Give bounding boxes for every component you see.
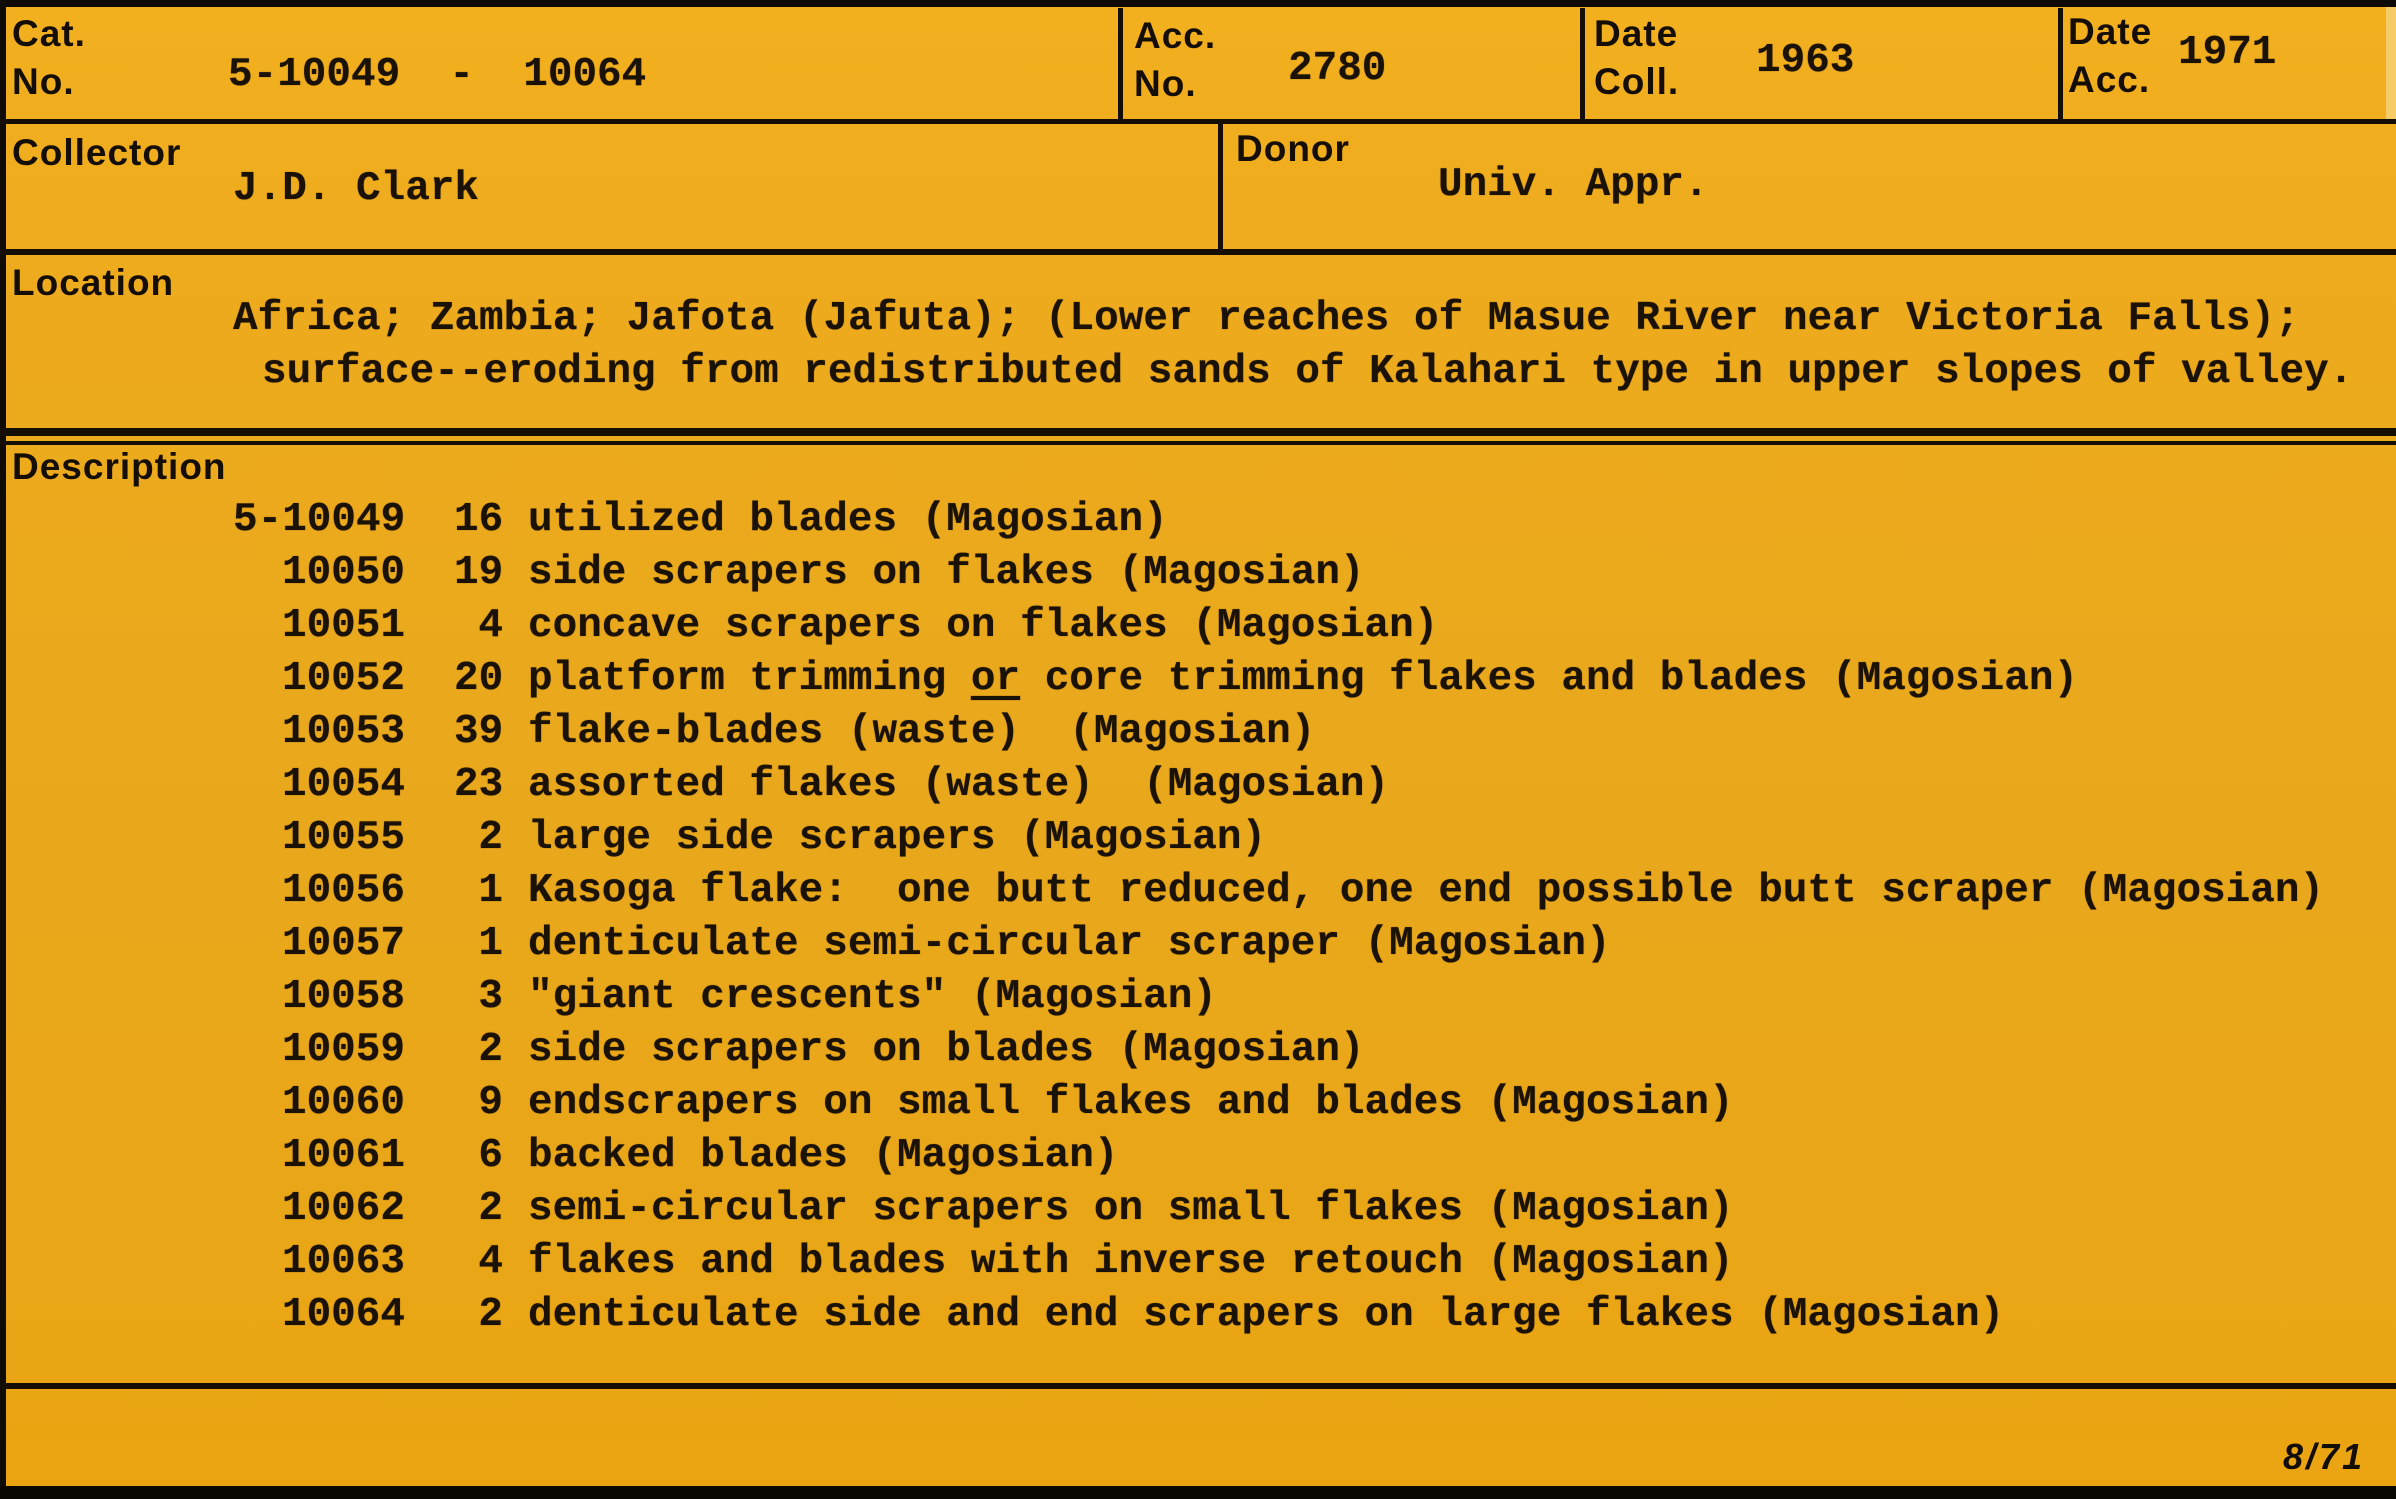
date-stamp: 8/71 xyxy=(2283,1436,2366,1477)
item-count: 16 xyxy=(454,497,504,543)
description-row xyxy=(233,921,2324,974)
item-count: 19 xyxy=(454,550,504,596)
item-cat-no: 10051 xyxy=(281,603,405,649)
item-cat-no: 10057 xyxy=(281,921,405,967)
location-row-divider-thick xyxy=(0,428,2396,436)
item-count: 1 xyxy=(478,868,503,914)
description-row xyxy=(233,815,2324,868)
item-text: side scrapers on blades (Magosian) xyxy=(528,1027,1365,1073)
item-text: flakes and blades with inverse retouch (Magosian) xyxy=(528,1239,1734,1285)
donor-label: Donor xyxy=(1236,128,1350,169)
item-cat-no: 10055 xyxy=(281,815,405,861)
item-cat-no: 10062 xyxy=(281,1186,405,1232)
cat-no-value: 5-10049 - 10064 xyxy=(228,52,647,98)
collector-row-divider xyxy=(0,249,2396,255)
item-count: 23 xyxy=(454,762,504,808)
item-count: 9 xyxy=(478,1080,503,1126)
item-cat-no: 10063 xyxy=(281,1239,405,1285)
donor-value: Univ. Appr. xyxy=(1438,162,1709,208)
description-row xyxy=(233,497,2324,550)
collector-label: Collector xyxy=(12,132,182,173)
item-cat-no: 10050 xyxy=(281,550,405,596)
item-count: 4 xyxy=(478,603,503,649)
description-row xyxy=(233,709,2324,762)
catno-accno-divider xyxy=(1118,8,1123,120)
item-text: large side scrapers (Magosian) xyxy=(528,815,1267,861)
date-coll-label: Date Coll. xyxy=(1594,13,1680,102)
item-count: 2 xyxy=(478,1292,503,1338)
collector-value: J.D. Clark xyxy=(233,166,480,212)
location-line1: Africa; Zambia; Jafota (Jafuta); (Lower reaches of Masue River near Victoria Falls); xyxy=(233,296,2300,342)
description-row xyxy=(233,603,2324,656)
item-text: platform trimming or core trimming flakes and blades (Magosian) xyxy=(528,656,2079,702)
description-row xyxy=(233,1239,2324,1292)
item-count: 2 xyxy=(478,1027,503,1073)
item-count: 6 xyxy=(478,1133,503,1179)
item-count: 4 xyxy=(478,1239,503,1285)
card-left-edge xyxy=(0,0,6,1499)
item-text: assorted flakes (waste) (Magosian) xyxy=(528,762,1390,808)
item-count: 2 xyxy=(478,815,503,861)
item-text: semi-circular scrapers on small flakes (Magosian) xyxy=(528,1186,1734,1232)
date-acc-label: Date Acc. xyxy=(2068,11,2153,100)
item-text: denticulate side and end scrapers on large flakes (Magosian) xyxy=(528,1292,2005,1338)
scan-corner-artifact xyxy=(2386,7,2396,120)
description-row xyxy=(233,1292,2324,1345)
description-row xyxy=(233,868,2324,921)
description-row xyxy=(233,1186,2324,1239)
item-text: denticulate semi-circular scraper (Magosian) xyxy=(528,921,1611,967)
item-cat-no: 5-10049 xyxy=(233,497,406,543)
item-cat-no: 10061 xyxy=(281,1133,405,1179)
item-cat-no: 10058 xyxy=(281,974,405,1020)
datecoll-dateacc-divider xyxy=(2058,8,2063,120)
item-cat-no: 10054 xyxy=(281,762,405,808)
description-row xyxy=(233,1027,2324,1080)
description-row xyxy=(233,1133,2324,1186)
location-row-divider-thin xyxy=(0,441,2396,445)
acc-no-label: Acc. No. xyxy=(1134,15,1217,104)
description-row xyxy=(233,656,2324,709)
item-cat-no: 10060 xyxy=(281,1080,405,1126)
item-cat-no: 10056 xyxy=(281,868,405,914)
description-list xyxy=(233,497,2324,1345)
item-count: 1 xyxy=(478,921,503,967)
collector-donor-divider xyxy=(1218,121,1223,251)
accno-datecoll-divider xyxy=(1580,8,1585,120)
item-text: utilized blades (Magosian) xyxy=(528,497,1168,543)
card-bottom-edge xyxy=(0,1486,2396,1499)
description-row xyxy=(233,974,2324,1027)
item-text: flake-blades (waste) (Magosian) xyxy=(528,709,1316,755)
item-cat-no: 10064 xyxy=(281,1292,405,1338)
card-top-edge xyxy=(0,0,2396,7)
location-label: Location xyxy=(12,262,175,303)
item-text: concave scrapers on flakes (Magosian) xyxy=(528,603,1439,649)
date-coll-value: 1963 xyxy=(1756,38,1855,84)
date-acc-value: 1971 xyxy=(2178,30,2277,76)
item-count: 2 xyxy=(478,1186,503,1232)
acc-no-value: 2780 xyxy=(1288,46,1387,92)
description-row xyxy=(233,762,2324,815)
item-cat-no: 10059 xyxy=(281,1027,405,1073)
description-bottom-divider xyxy=(0,1383,2396,1389)
item-text: backed blades (Magosian) xyxy=(528,1133,1119,1179)
description-row xyxy=(233,1080,2324,1133)
description-label: Description xyxy=(12,446,227,487)
item-text: "giant crescents" (Magosian) xyxy=(528,974,1217,1020)
item-cat-no: 10052 xyxy=(281,656,405,702)
item-cat-no: 10053 xyxy=(281,709,405,755)
item-text: endscrapers on small flakes and blades (Magosian) xyxy=(528,1080,1734,1126)
item-count: 39 xyxy=(454,709,504,755)
location-line2: surface--eroding from redistributed sands of Kalahari type in upper slopes of valley. xyxy=(262,349,2354,395)
header-row-divider xyxy=(0,119,2396,124)
item-count: 3 xyxy=(478,974,503,1020)
item-count: 20 xyxy=(454,656,504,702)
cat-no-label: Cat. No. xyxy=(12,13,86,102)
item-text: Kasoga flake: one butt reduced, one end possible butt scraper (Magosian) xyxy=(528,868,2325,914)
item-text: side scrapers on flakes (Magosian) xyxy=(528,550,1365,596)
description-row xyxy=(233,550,2324,603)
